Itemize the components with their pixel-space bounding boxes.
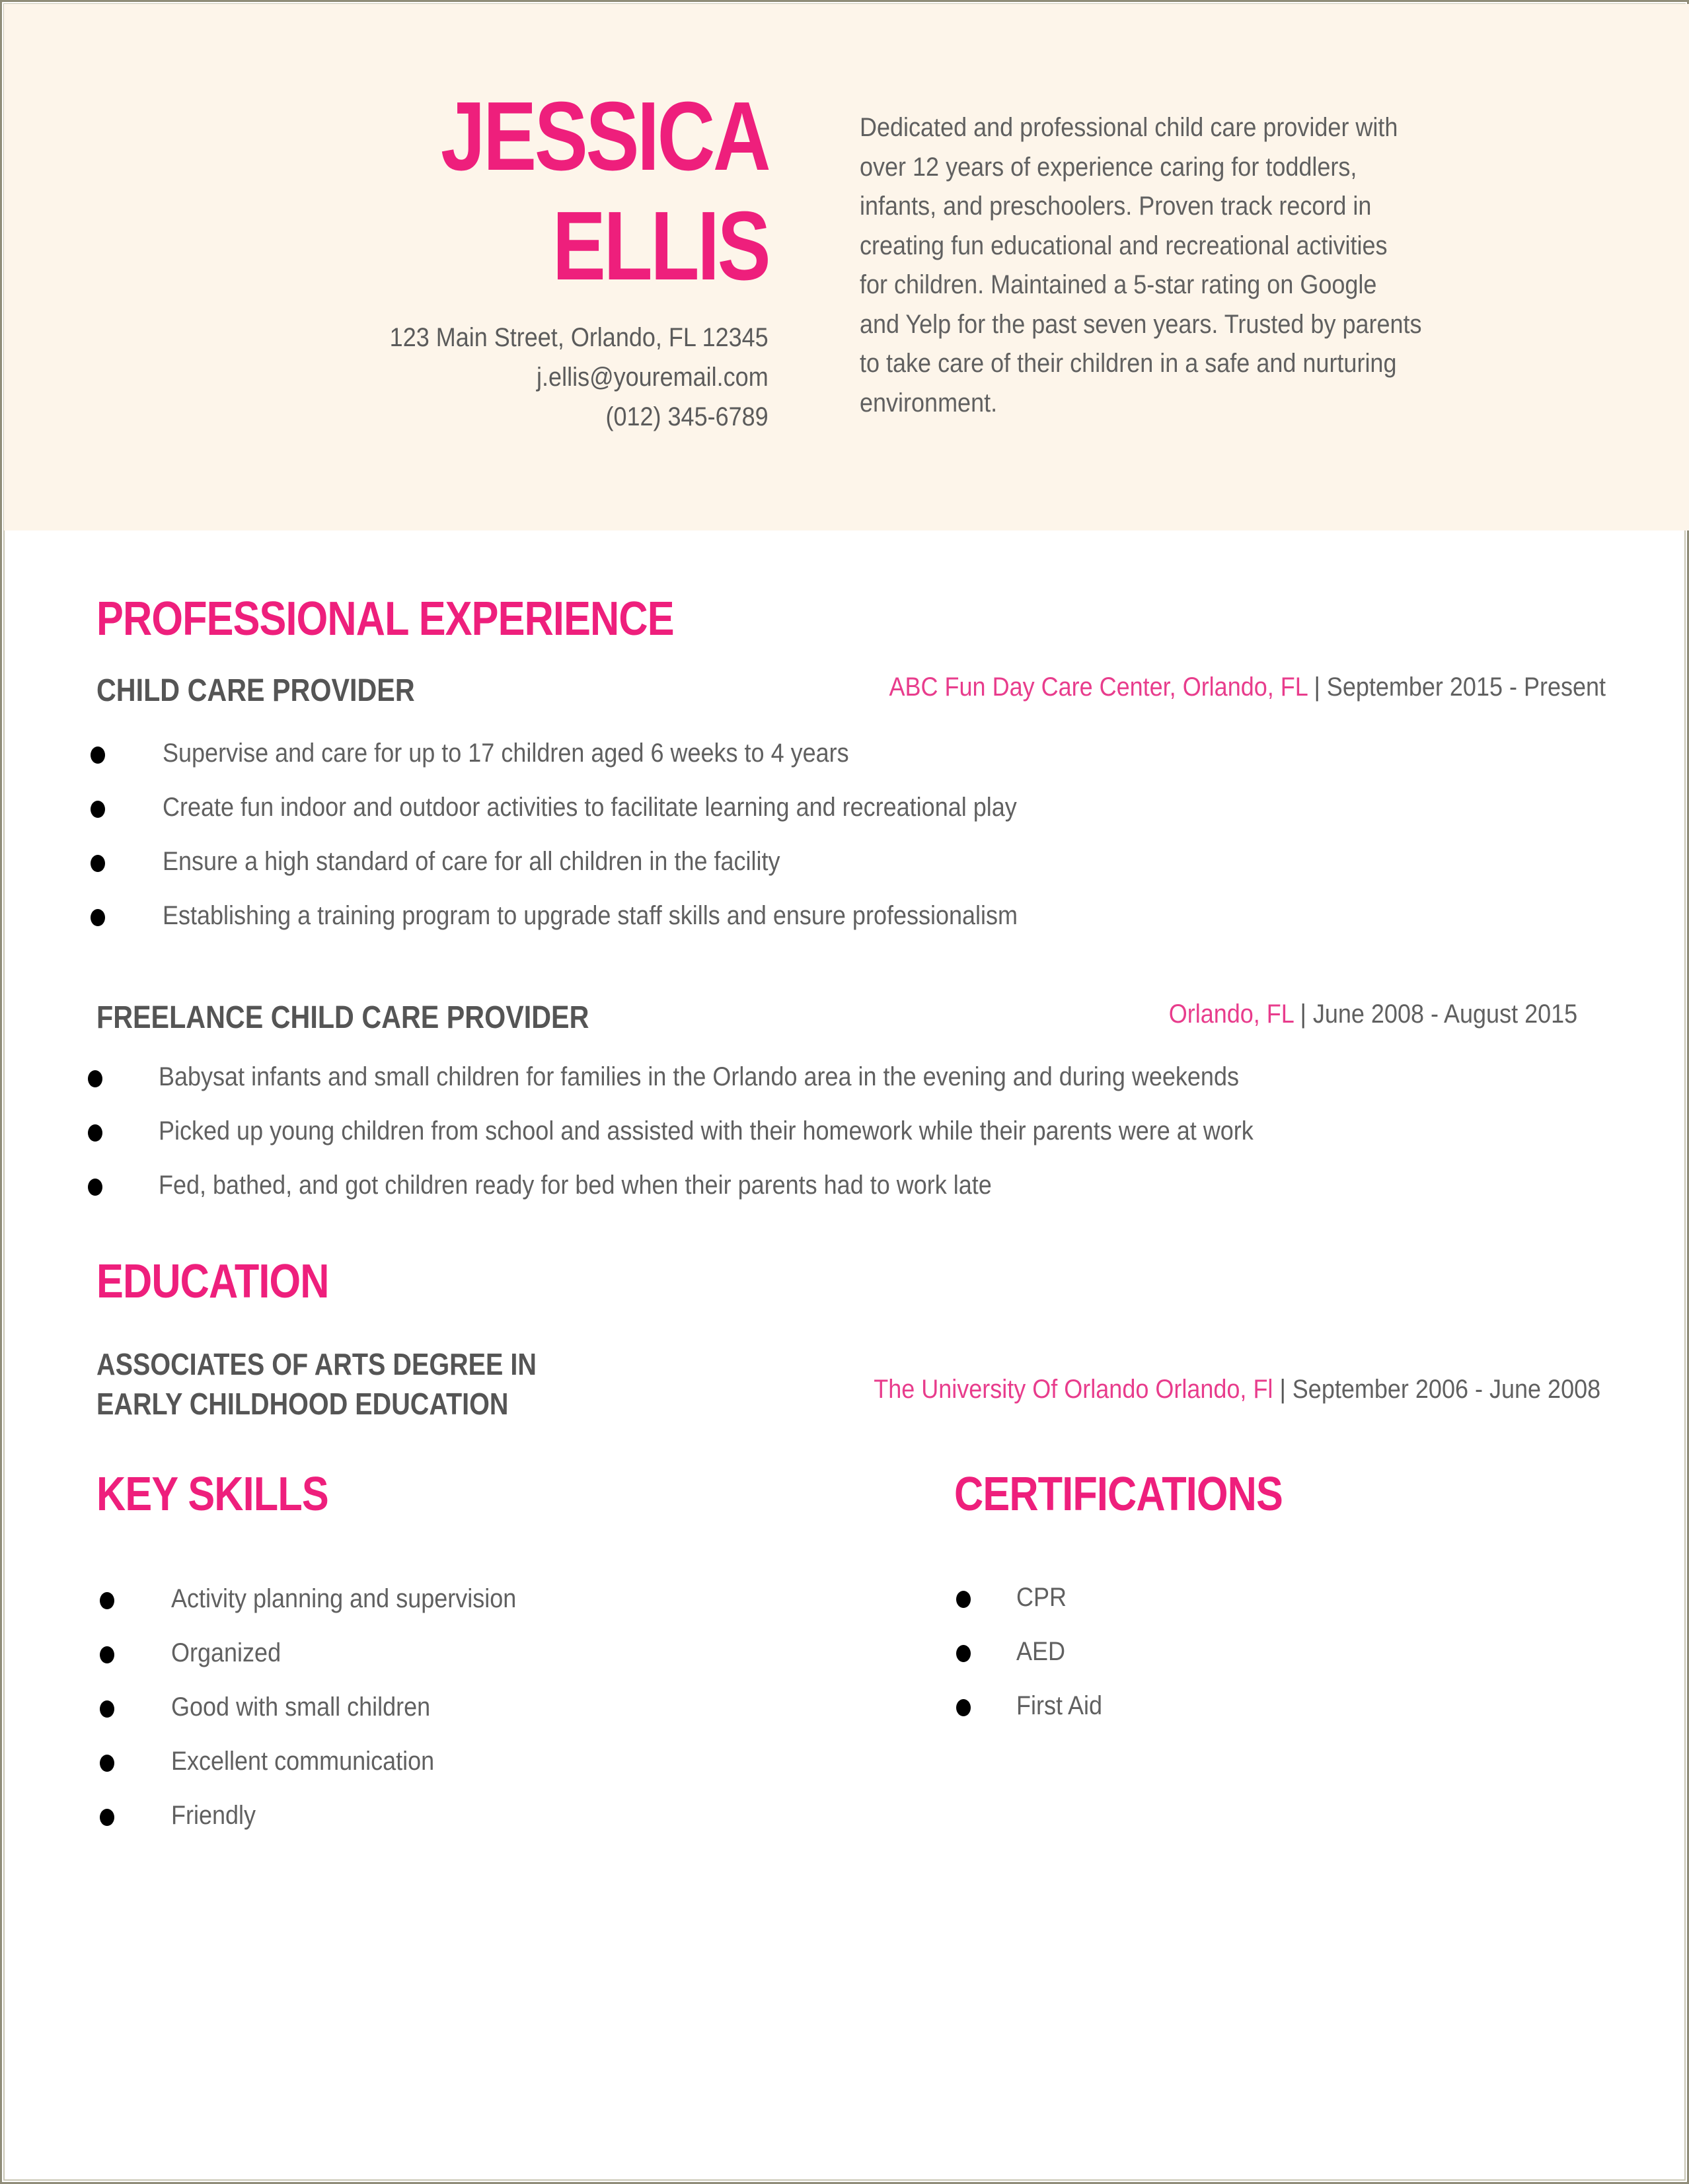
summary-line: and Yelp for the past seven years. Trusted by parents [860, 309, 1422, 339]
list-item: CPR [956, 1583, 1111, 1637]
certifications-list [956, 1583, 1111, 1745]
last-name: ELLIS [552, 192, 769, 301]
job-organization: Orlando, FL [1168, 1000, 1294, 1029]
job-bullets [88, 1062, 1375, 1225]
education-meta [874, 1375, 1600, 1404]
bullet-icon [91, 801, 105, 818]
list-item: First Aid [956, 1691, 1111, 1745]
job-title: FREELANCE CHILD CARE PROVIDER [96, 1000, 589, 1035]
job-dates: June 2008 - August 2015 [1312, 1000, 1577, 1029]
list-item: Babysat infants and small children for families in the Orlando area in the evening and during weekends [88, 1062, 1375, 1116]
list-item: AED [956, 1637, 1111, 1691]
list-item: Excellent communication [100, 1747, 554, 1801]
contact-info [390, 318, 769, 437]
bullet-icon [956, 1645, 971, 1662]
summary-line: over 12 years of experience caring for toddlers, [860, 152, 1357, 182]
bullet-icon [956, 1699, 971, 1716]
bullet-icon [88, 1179, 102, 1196]
list-item: Friendly [100, 1801, 554, 1855]
list-item: Create fun indoor and outdoor activities to facilitate learning and recreational play [91, 793, 1113, 847]
summary-line: for children. Maintained a 5-star rating on Google [860, 270, 1377, 299]
bullet-icon [91, 855, 105, 872]
list-item: Activity planning and supervision [100, 1584, 554, 1638]
bullet-icon [91, 746, 105, 764]
list-item: Organized [100, 1638, 554, 1693]
list-item: Picked up young children from school and assisted with their homework while their parents were at work [88, 1116, 1375, 1171]
job-meta [889, 673, 1606, 702]
phone: (012) 345-6789 [605, 402, 769, 431]
list-item: Ensure a high standard of care for all children in the facility [91, 847, 1113, 901]
summary-line: environment. [860, 388, 998, 418]
degree [96, 1344, 537, 1424]
first-name: JESSICA [440, 82, 769, 191]
bullet-icon [100, 1809, 114, 1826]
bullet-icon [100, 1646, 114, 1663]
resume-header [4, 4, 1689, 530]
summary-line: Dedicated and professional child care provider with [860, 113, 1398, 142]
list-item: Fed, bathed, and got children ready for bed when their parents had to work late [88, 1171, 1375, 1225]
bullet-icon [88, 1124, 102, 1142]
summary-line: creating fun educational and recreational activities [860, 231, 1388, 260]
address: 123 Main Street, Orlando, FL 12345 [389, 323, 769, 352]
bullet-icon [100, 1700, 114, 1718]
email: j.ellis@youremail.com [537, 363, 769, 392]
section-title-experience: PROFESSIONAL EXPERIENCE [96, 593, 674, 645]
job-meta [1169, 1000, 1577, 1029]
education-dates: September 2006 - June 2008 [1292, 1375, 1600, 1404]
bullet-icon [88, 1070, 102, 1087]
list-item: Supervise and care for up to 17 children aged 6 weeks to 4 years [91, 739, 1113, 793]
job-organization: ABC Fun Day Care Center, Orlando, FL [889, 673, 1308, 702]
summary-line: to take care of their children in a safe and nurturing [860, 349, 1397, 378]
separator: | [1293, 1000, 1313, 1029]
separator: | [1273, 1375, 1293, 1404]
section-title-certifications: CERTIFICATIONS [954, 1468, 1283, 1521]
section-title-education: EDUCATION [96, 1255, 329, 1308]
list-item: Good with small children [100, 1693, 554, 1747]
bullet-icon [91, 909, 105, 926]
job-title: CHILD CARE PROVIDER [96, 673, 415, 708]
candidate-name [441, 82, 769, 301]
bullet-icon [956, 1591, 971, 1608]
bullet-icon [100, 1592, 114, 1609]
degree-line: ASSOCIATES OF ARTS DEGREE IN [96, 1347, 537, 1381]
professional-summary [860, 108, 1567, 423]
bullet-icon [100, 1755, 114, 1772]
skills-list [100, 1584, 554, 1855]
degree-line: EARLY CHILDHOOD EDUCATION [96, 1387, 509, 1421]
separator: | [1307, 673, 1327, 702]
list-item: Establishing a training program to upgrade staff skills and ensure professionalism [91, 901, 1113, 955]
job-dates: September 2015 - Present [1326, 673, 1606, 702]
section-title-skills: KEY SKILLS [96, 1468, 328, 1521]
school-name: The University Of Orlando Orlando, Fl [874, 1375, 1273, 1404]
job-bullets [91, 739, 1113, 955]
summary-line: infants, and preschoolers. Proven track record in [860, 192, 1372, 221]
